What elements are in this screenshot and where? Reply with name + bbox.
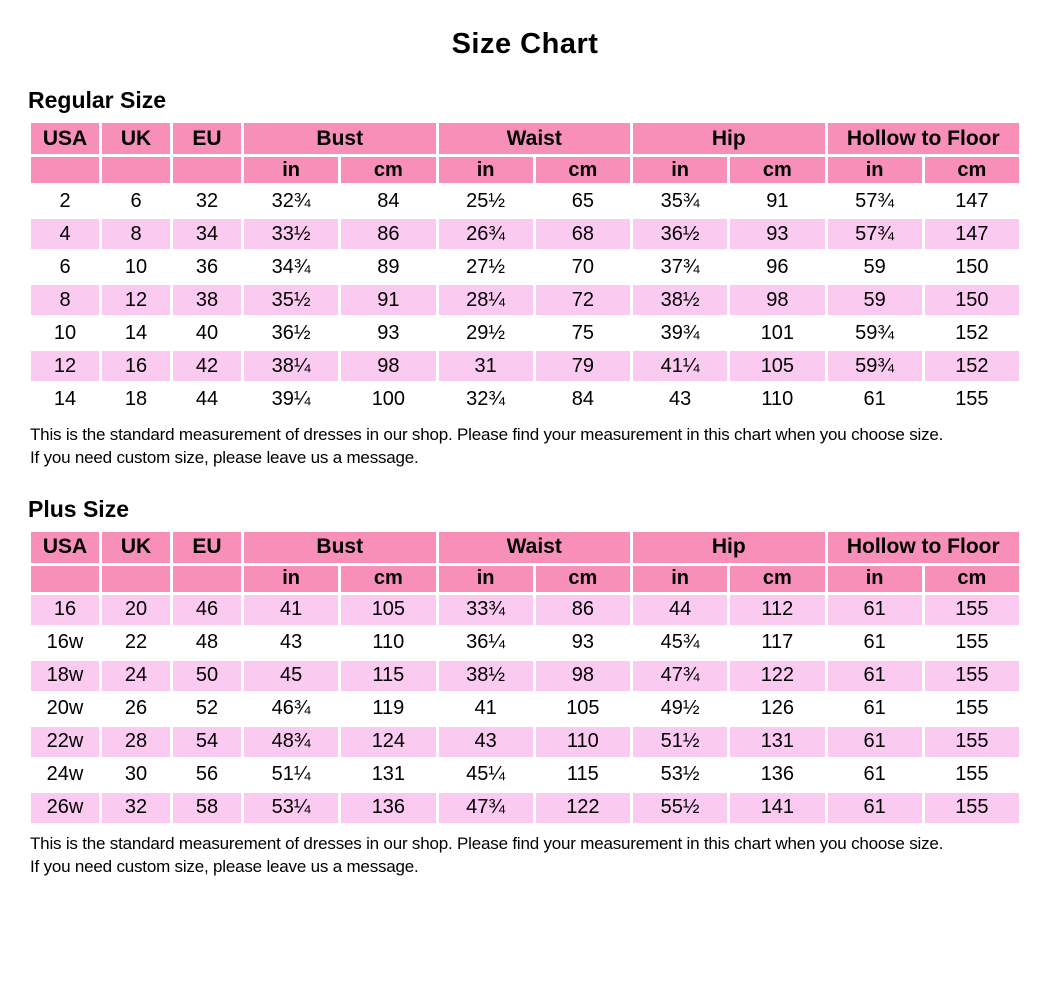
size-cell: 155 (923, 725, 1020, 758)
col-header-eu: EU (172, 122, 243, 156)
page-title: Size Chart (451, 28, 599, 60)
unit-header-hip-in: in (632, 156, 729, 185)
size-cell: 61 (826, 659, 923, 692)
size-cell: 51½ (632, 725, 729, 758)
table-row (30, 758, 1021, 791)
size-cell: 93 (340, 317, 437, 350)
size-cell: 155 (923, 791, 1020, 824)
col-header-waist: Waist (437, 122, 632, 156)
size-cell: 30 (101, 758, 172, 791)
col-header-usa: USA (30, 530, 101, 564)
size-cell: 61 (826, 626, 923, 659)
size-cell: 110 (534, 725, 631, 758)
size-cell: 91 (340, 284, 437, 317)
size-cell: 24 (101, 659, 172, 692)
size-cell: 147 (923, 185, 1020, 218)
table-row (30, 791, 1021, 824)
size-cell: 35¾ (632, 185, 729, 218)
size-cell: 25½ (437, 185, 534, 218)
size-cell: 110 (729, 383, 826, 416)
size-cell: 43 (243, 626, 340, 659)
col-header-bust: Bust (243, 530, 438, 564)
table-row (30, 218, 1021, 251)
size-cell: 115 (340, 659, 437, 692)
empty-header-cell (30, 156, 101, 185)
size-cell: 150 (923, 251, 1020, 284)
size-cell: 29½ (437, 317, 534, 350)
size-cell: 16 (101, 350, 172, 383)
size-cell: 48 (172, 626, 243, 659)
size-cell: 36½ (632, 218, 729, 251)
empty-header-cell (101, 156, 172, 185)
header-row-units (30, 564, 1021, 593)
table-row (30, 284, 1021, 317)
unit-header-waist-in: in (437, 564, 534, 593)
col-header-usa: USA (30, 122, 101, 156)
size-cell: 14 (101, 317, 172, 350)
unit-header-hip-cm: cm (729, 156, 826, 185)
unit-header-bust-cm: cm (340, 564, 437, 593)
unit-header-bust-cm: cm (340, 156, 437, 185)
regular-size-heading: Regular Size (28, 87, 167, 113)
size-cell: 72 (534, 284, 631, 317)
size-cell: 122 (729, 659, 826, 692)
size-cell: 46¾ (243, 692, 340, 725)
col-header-uk: UK (101, 122, 172, 156)
note-line-2: If you need custom size, please leave us a message. (30, 447, 419, 467)
size-cell: 86 (534, 593, 631, 626)
size-cell: 112 (729, 593, 826, 626)
size-cell: 61 (826, 758, 923, 791)
unit-header-bust-in: in (243, 156, 340, 185)
regular-size-table-body (30, 185, 1021, 416)
size-cell: 38 (172, 284, 243, 317)
size-cell: 39¼ (243, 383, 340, 416)
size-cell: 20w (30, 692, 101, 725)
size-cell: 18 (101, 383, 172, 416)
size-cell: 98 (340, 350, 437, 383)
size-cell: 55½ (632, 791, 729, 824)
table-row (30, 659, 1021, 692)
size-cell: 31 (437, 350, 534, 383)
size-cell: 14 (30, 383, 101, 416)
size-cell: 28 (101, 725, 172, 758)
size-cell: 47¾ (632, 659, 729, 692)
size-cell: 86 (340, 218, 437, 251)
size-cell: 91 (729, 185, 826, 218)
note-text (30, 424, 1022, 470)
size-cell: 101 (729, 317, 826, 350)
size-cell: 20 (101, 593, 172, 626)
size-cell: 122 (534, 791, 631, 824)
size-cell: 43 (632, 383, 729, 416)
size-cell: 16 (30, 593, 101, 626)
plus-size-section (28, 496, 1022, 879)
size-cell: 27½ (437, 251, 534, 284)
table-row (30, 692, 1021, 725)
size-cell: 44 (632, 593, 729, 626)
plus-size-table-body (30, 593, 1021, 824)
col-header-eu: EU (172, 530, 243, 564)
size-cell: 57¾ (826, 218, 923, 251)
size-cell: 35½ (243, 284, 340, 317)
size-cell: 105 (534, 692, 631, 725)
size-cell: 155 (923, 659, 1020, 692)
plus-size-heading: Plus Size (28, 495, 129, 522)
size-cell: 61 (826, 791, 923, 824)
size-cell: 59¾ (826, 317, 923, 350)
size-cell: 38¼ (243, 350, 340, 383)
table-row (30, 383, 1021, 416)
size-cell: 22 (101, 626, 172, 659)
size-cell: 16w (30, 626, 101, 659)
size-cell: 136 (729, 758, 826, 791)
empty-header-cell (101, 564, 172, 593)
size-cell: 8 (101, 218, 172, 251)
size-cell: 38½ (437, 659, 534, 692)
size-cell: 32¾ (243, 185, 340, 218)
size-cell: 98 (534, 659, 631, 692)
size-cell: 98 (729, 284, 826, 317)
col-header-hip: Hip (632, 530, 827, 564)
size-cell: 65 (534, 185, 631, 218)
size-cell: 39¾ (632, 317, 729, 350)
size-cell: 45¼ (437, 758, 534, 791)
size-cell: 48¾ (243, 725, 340, 758)
size-cell: 18w (30, 659, 101, 692)
size-cell: 28¼ (437, 284, 534, 317)
size-cell: 105 (729, 350, 826, 383)
col-header-bust: Bust (243, 122, 438, 156)
size-cell: 115 (534, 758, 631, 791)
table-row (30, 593, 1021, 626)
table-row (30, 626, 1021, 659)
size-cell: 36 (172, 251, 243, 284)
note-line-1: This is the standard measurement of dresses in our shop. Please find your measurement in this chart when you choose size. (30, 833, 944, 853)
size-cell: 155 (923, 758, 1020, 791)
note-line-1: This is the standard measurement of dresses in our shop. Please find your measurement in this chart when you choose size. (30, 425, 944, 444)
size-cell: 10 (101, 251, 172, 284)
col-header-waist: Waist (437, 530, 632, 564)
size-cell: 155 (923, 593, 1020, 626)
size-cell: 96 (729, 251, 826, 284)
col-header-hollow-to-floor: Hollow to Floor (826, 530, 1021, 564)
size-cell: 37¾ (632, 251, 729, 284)
col-header-hip: Hip (632, 122, 827, 156)
size-cell: 45 (243, 659, 340, 692)
table-row (30, 317, 1021, 350)
size-cell: 34¾ (243, 251, 340, 284)
size-cell: 36¼ (437, 626, 534, 659)
size-cell: 79 (534, 350, 631, 383)
size-cell: 45¾ (632, 626, 729, 659)
unit-header-waist-in: in (437, 156, 534, 185)
empty-header-cell (30, 564, 101, 593)
size-cell: 93 (534, 626, 631, 659)
regular-size-section (28, 87, 1022, 470)
size-cell: 49½ (632, 692, 729, 725)
size-cell: 136 (340, 791, 437, 824)
size-cell: 50 (172, 659, 243, 692)
size-cell: 51¼ (243, 758, 340, 791)
size-cell: 43 (437, 725, 534, 758)
size-cell: 22w (30, 725, 101, 758)
size-cell: 40 (172, 317, 243, 350)
header-row-groups (30, 530, 1021, 564)
size-cell: 59 (826, 284, 923, 317)
size-cell: 33½ (243, 218, 340, 251)
note-line-2: If you need custom size, please leave us a message. (30, 856, 419, 876)
size-cell: 54 (172, 725, 243, 758)
size-cell: 12 (101, 284, 172, 317)
unit-header-htf-cm: cm (923, 564, 1020, 593)
unit-header-htf-in: in (826, 564, 923, 593)
header-row-units (30, 156, 1021, 185)
size-cell: 12 (30, 350, 101, 383)
empty-header-cell (172, 564, 243, 593)
size-cell: 155 (923, 692, 1020, 725)
size-cell: 58 (172, 791, 243, 824)
size-cell: 57¾ (826, 185, 923, 218)
size-cell: 32 (172, 185, 243, 218)
size-cell: 84 (340, 185, 437, 218)
size-cell: 2 (30, 185, 101, 218)
size-cell: 26w (30, 791, 101, 824)
size-cell: 26 (101, 692, 172, 725)
size-cell: 131 (340, 758, 437, 791)
size-cell: 105 (340, 593, 437, 626)
size-cell: 59 (826, 251, 923, 284)
size-cell: 126 (729, 692, 826, 725)
col-header-uk: UK (101, 530, 172, 564)
size-cell: 4 (30, 218, 101, 251)
size-cell: 155 (923, 626, 1020, 659)
size-cell: 34 (172, 218, 243, 251)
table-row (30, 251, 1021, 284)
plus-size-table (28, 529, 1022, 826)
size-cell: 141 (729, 791, 826, 824)
size-cell: 41¼ (632, 350, 729, 383)
unit-header-waist-cm: cm (534, 564, 631, 593)
size-cell: 26¾ (437, 218, 534, 251)
size-cell: 152 (923, 350, 1020, 383)
unit-header-htf-cm: cm (923, 156, 1020, 185)
size-cell: 8 (30, 284, 101, 317)
size-cell: 47¾ (437, 791, 534, 824)
size-cell: 75 (534, 317, 631, 350)
size-cell: 131 (729, 725, 826, 758)
size-cell: 61 (826, 383, 923, 416)
size-cell: 6 (101, 185, 172, 218)
table-row (30, 350, 1021, 383)
empty-header-cell (172, 156, 243, 185)
size-cell: 44 (172, 383, 243, 416)
size-cell: 61 (826, 725, 923, 758)
size-cell: 117 (729, 626, 826, 659)
size-cell: 68 (534, 218, 631, 251)
size-cell: 42 (172, 350, 243, 383)
size-cell: 24w (30, 758, 101, 791)
regular-size-table (28, 120, 1022, 417)
size-cell: 147 (923, 218, 1020, 251)
unit-header-waist-cm: cm (534, 156, 631, 185)
regular-table-head (30, 122, 1021, 185)
size-cell: 152 (923, 317, 1020, 350)
size-cell: 61 (826, 692, 923, 725)
size-cell: 155 (923, 383, 1020, 416)
size-cell: 89 (340, 251, 437, 284)
col-header-hollow-to-floor: Hollow to Floor (826, 122, 1021, 156)
size-cell: 32¾ (437, 383, 534, 416)
size-cell: 119 (340, 692, 437, 725)
table-row (30, 185, 1021, 218)
unit-header-hip-cm: cm (729, 564, 826, 593)
size-cell: 10 (30, 317, 101, 350)
size-cell: 32 (101, 791, 172, 824)
unit-header-htf-in: in (826, 156, 923, 185)
size-cell: 110 (340, 626, 437, 659)
unit-header-bust-in: in (243, 564, 340, 593)
size-cell: 41 (243, 593, 340, 626)
size-cell: 46 (172, 593, 243, 626)
size-cell: 100 (340, 383, 437, 416)
header-row-groups (30, 122, 1021, 156)
size-cell: 53¼ (243, 791, 340, 824)
size-cell: 33¾ (437, 593, 534, 626)
size-cell: 56 (172, 758, 243, 791)
size-cell: 124 (340, 725, 437, 758)
size-cell: 41 (437, 692, 534, 725)
size-cell: 150 (923, 284, 1020, 317)
size-cell: 53½ (632, 758, 729, 791)
size-cell: 52 (172, 692, 243, 725)
size-cell: 61 (826, 593, 923, 626)
plus-table-head (30, 530, 1021, 593)
note-text (30, 833, 1022, 879)
size-cell: 36½ (243, 317, 340, 350)
size-cell: 93 (729, 218, 826, 251)
size-cell: 59¾ (826, 350, 923, 383)
size-cell: 38½ (632, 284, 729, 317)
size-cell: 70 (534, 251, 631, 284)
unit-header-hip-in: in (632, 564, 729, 593)
size-cell: 6 (30, 251, 101, 284)
size-cell: 84 (534, 383, 631, 416)
table-row (30, 725, 1021, 758)
